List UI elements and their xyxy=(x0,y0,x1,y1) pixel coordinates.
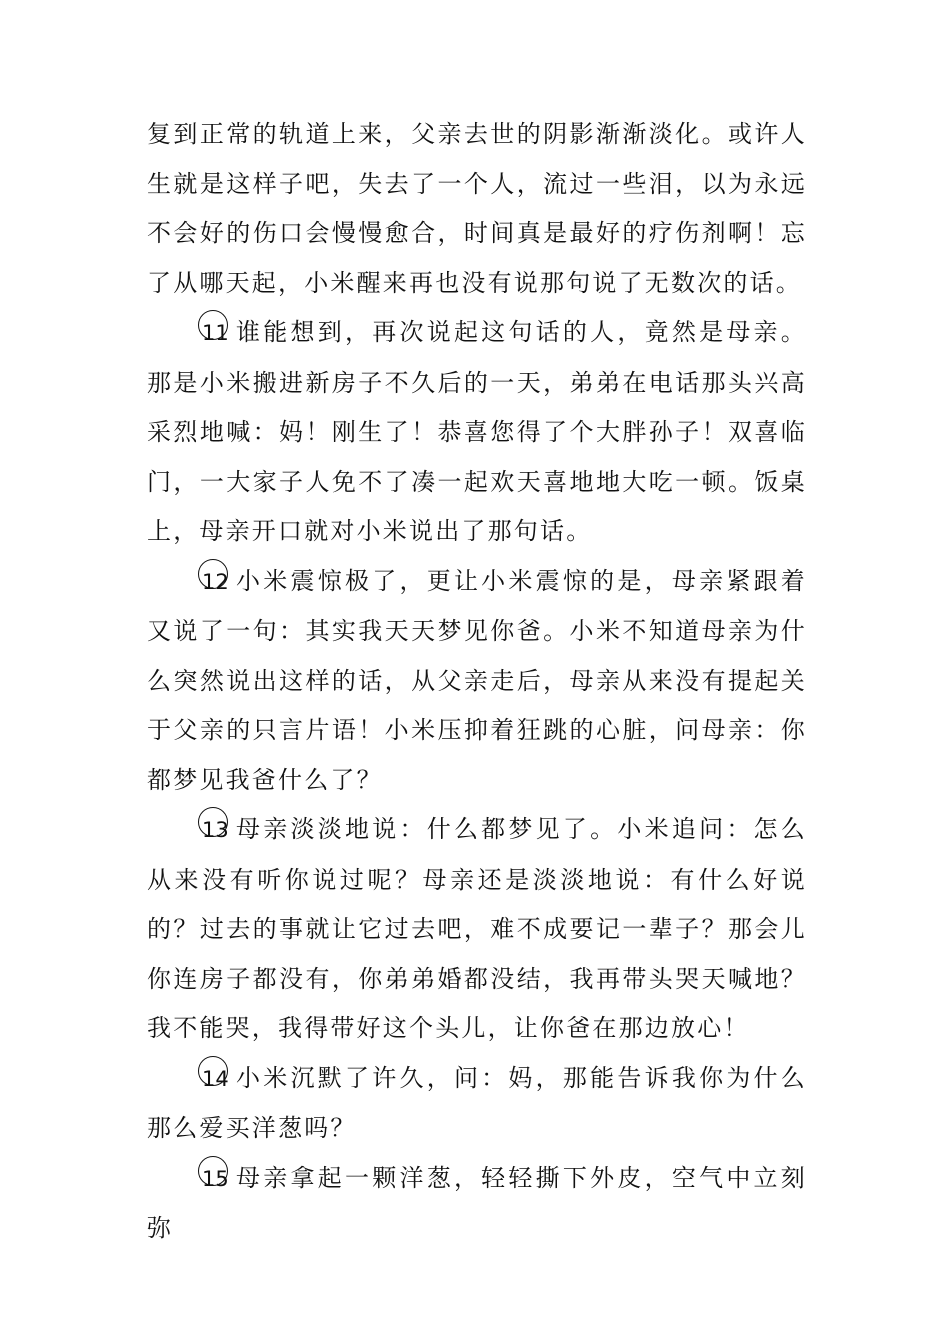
paragraph-number: 14 xyxy=(202,1066,229,1091)
paragraph-text: 小米震惊极了，更让小米震惊的是，母亲紧跟着又说了一句：其实我天天梦见你爸。小米不知道母亲为什么突然说出这样的话，从父亲走后，母亲从来没有提起关于父亲的只言片语！小米压抑着狂跳的心脏，问母亲：你都梦见我爸什么了？ xyxy=(147,566,807,794)
paragraph-number-marker xyxy=(147,1154,235,1205)
paragraph-text: 母亲拿起一颗洋葱，轻轻撕下外皮，空气中立刻弥 xyxy=(147,1163,807,1242)
paragraph-number-marker xyxy=(147,308,235,359)
paragraph-number-marker xyxy=(147,805,235,856)
paragraph-11 xyxy=(147,308,807,557)
paragraph-number-marker xyxy=(147,1054,235,1105)
paragraph-10-continued xyxy=(147,110,807,308)
paragraph-number: 13 xyxy=(202,818,229,842)
document-page xyxy=(147,110,807,1254)
paragraph-text: 母亲淡淡地说：什么都梦见了。小米追问：怎么从来没有听你说过呢？母亲还是淡淡地说：有什么好说的？过去的事就让它过去吧，难不成要记一辈子？那会儿你连房子都没有，你弟弟婚都没结，我再带头哭天喊地？我不能哭，我得带好这个头儿，让你爸在那边放心！ xyxy=(147,815,807,1042)
paragraph-number: 11 xyxy=(202,321,229,345)
paragraph-14 xyxy=(147,1054,807,1154)
paragraph-12 xyxy=(147,557,807,806)
paragraph-number: 15 xyxy=(202,1166,229,1191)
paragraph-number-marker xyxy=(147,557,235,608)
paragraph-number: 12 xyxy=(202,569,229,594)
paragraph-13 xyxy=(147,805,807,1054)
paragraph-text: 谁能想到，再次说起这句话的人，竟然是母亲。那是小米搬进新房子不久后的一天，弟弟在电话那头兴高采烈地喊：妈！刚生了！恭喜您得了个大胖孙子！双喜临门，一大家子人免不了凑一起欢天喜地地大吃一顿。饭桌上，母亲开口就对小米说出了那句话。 xyxy=(147,318,807,545)
paragraph-text: 复到正常的轨道上来，父亲去世的阴影渐渐淡化。或许人生就是这样子吧，失去了一个人，流过一些泪，以为永远不会好的伤口会慢慢愈合，时间真是最好的疗伤剂啊！忘了从哪天起，小米醒来再也没有说那句说了无数次的话。 xyxy=(147,120,807,297)
paragraph-text: 小米沉默了许久，问：妈，那能告诉我你为什么那么爱买洋葱吗？ xyxy=(147,1063,807,1142)
paragraph-15 xyxy=(147,1154,807,1254)
